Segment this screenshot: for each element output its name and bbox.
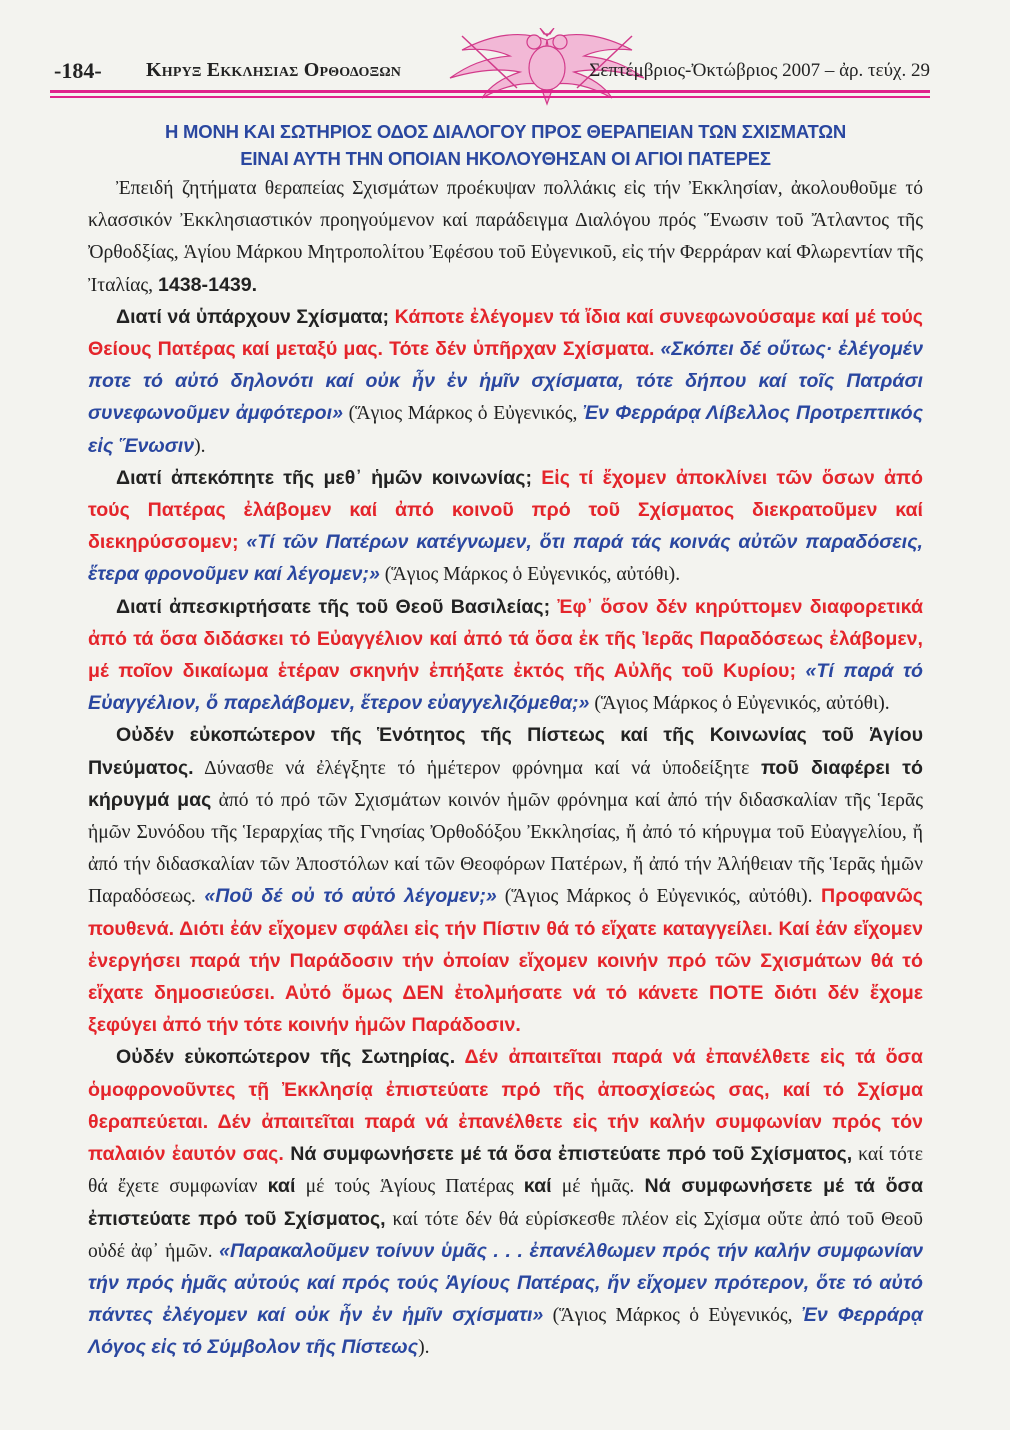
question-heading: Οὐδέν εὐκοπώτερον τῆς Ἑνότητος τῆς Πίστεως καί τῆς Κοινωνίας τοῦ Ἁγίου Πνεύματος.	[88, 724, 923, 779]
quote-text: «Τί τῶν Πατέρων κατέγνωμεν, ὅτι παρά τάς κοινάς αὐτῶν παραδόσεις, ἕτερα φρονοῦμεν καί λέγομεν;»	[88, 531, 923, 586]
red-text: Δέν ἀπαιτεῖται παρά νά ἐπανέλθετε εἰς τά ὅσα ὁμοφρονοῦντες τῇ Ἐκκλησίᾳ ἐπιστεύατε πρό τῆς ἀποσχίσεώς σας, καί τό Σχίσμα θεραπεύεται. Δέν ἀπαιτεῖται παρά νά ἐπανέλθετε εἰς τήν καλήν συμφωνίαν πρός τόν παλαιόν ἑαυτόν σας.	[88, 1046, 923, 1166]
article-title-line-1: Η ΜΟΝΗ ΚΑΙ ΣΩΤΗΡΙΟΣ ΟΔΟΣ ΔΙΑΛΟΓΟΥ ΠΡΟΣ ΘΕΡΑΠΕΙΑΝ ΤΩΝ ΣΧΙΣΜΑΤΩΝ	[164, 121, 847, 142]
red-text: Προφανῶς πουθενά. Διότι ἐάν εἴχομεν σφάλει εἰς τήν Πίστιν θά τό εἴχατε καταγγείλει. Καί ἐάν εἴχομεν ἐνεργήσει παρά τήν Παράδοσιν τήν ὁποίαν εἴχομεν κοινήν πρό τῶν Σχισμάτων θά τό εἴχατε δημοσιεύσει. Αὐτό ὅμως ΔΕΝ ἐτολμήσατε νά τό κάνετε ΠΟΤΕ διότι δέν ἔχομε ξεφύγει ἀπό τήν τότε κοινήν ἡμῶν Παράδοσιν.	[88, 885, 923, 1037]
article-body	[88, 118, 923, 1364]
body-text: καί τότε θά ἔχετε συμφωνίαν	[88, 1144, 923, 1198]
body-text: Δύνασθε νά ἐλέγξητε τό ἡμέτερον φρόνημα καί νά ὑποδείξητε	[193, 757, 761, 779]
issue-info: Σεπτέμβριος-Ὀκτώβριος 2007 – ἀρ. τεύχ. 29	[589, 60, 930, 81]
paragraph-communion	[88, 462, 923, 591]
bold-text: ποῦ διαφέρει τό κήρυγμά μας	[88, 756, 923, 811]
body-text: μέ ἡμᾶς.	[551, 1176, 645, 1198]
source-text: (Ἅγιος Μάρκος ὁ Εὐγενικός, αὐτόθι).	[379, 564, 681, 586]
intro-years: 1438-1439.	[157, 273, 258, 296]
header-rule-bottom	[50, 96, 930, 98]
intro-text: Ἐπειδή ζητήματα θεραπείας Σχισμάτων προέκυψαν πολλάκις εἰς τήν Ἐκκλησίαν, ἀκολουθοῦμε τό κλασσικόν Ἐκκλησιαστικόν προηγούμενον καί παράδειγμα Διαλόγου πρός Ἕνωσιν τοῦ Ἄτλαντος τῆς Ὀρθοδξίας, Ἁγίου Μάρκου Μητροπολίτου Ἐφέσου τοῦ Εὐγενικοῦ, εἰς τήν Φερράραν καί Φλωρεντίαν τῆς Ἰταλίας,	[88, 178, 923, 296]
page-number: -184-	[54, 58, 102, 83]
source-text: (Ἅγιος Μάρκος ὁ Εὐγενικός, αὐτόθι).	[496, 886, 813, 908]
red-text: Κάποτε ἐλέγομεν τά ἴδια καί συνεφωνούσαμε καί μέ τούς Θείους Πατέρας καί μεταξύ μας. Τότε δέν ὑπῆρχαν Σχίσματα.	[88, 305, 923, 361]
bold-text: καί	[523, 1175, 552, 1198]
question-heading: Οὐδέν εὐκοπώτερον τῆς Σωτηρίας.	[116, 1046, 456, 1069]
article-title	[88, 118, 923, 172]
header-rule-top	[50, 90, 930, 93]
source-text: (Ἅγιος Μάρκος ὁ Εὐγενικός,	[543, 1305, 802, 1327]
paragraph-unity	[88, 719, 923, 1041]
body-text: μέ τούς Ἁγίους Πατέρας	[295, 1176, 524, 1198]
paragraph-kingdom	[88, 591, 923, 720]
article-title-line-2: ΕΙΝΑΙ ΑΥΤΗ ΤΗΝ ΟΠΟΙΑΝ ΗΚΟΛΟΥΘΗΣΑΝ ΟΙ ΑΓΙΟΙ ΠΑΤΕΡΕΣ	[240, 148, 771, 169]
body-text: καί τότε δέν θά εὑρίσκεσθε πλέον εἰς Σχίσμα οὔτε ἀπό τοῦ Θεοῦ οὐδέ ἀφ᾽ ἡμῶν.	[88, 1208, 923, 1262]
body-text: ἀπό τό πρό τῶν Σχισμάτων κοινόν ἡμῶν φρόνημα καί ἀπό τήν διδασκαλίαν τῆς Ἱερᾶς ἡμῶν Συνόδου τῆς Ἱεραρχίας τῆς Γνησίας Ὀρθοδόξου Ἐκκλησίας, ἤ ἀπό τό κήρυγμα τοῦ Εὐαγγελίου, ἤ ἀπό τήν διδασκαλίαν τῶν Ἀποστόλων καί τῶν Θεοφόρων Πατέρων, ἤ ἀπό τήν Ἀλήθειαν τῆς Ἱερᾶς ἡμῶν Παραδόσεως.	[88, 789, 923, 908]
page-header	[50, 28, 930, 88]
source-end: ).	[418, 1337, 430, 1359]
paragraph-salvation	[88, 1041, 923, 1363]
source-text: (Ἅγιος Μάρκος ὁ Εὐγενικός,	[342, 403, 584, 425]
quote-text: «Τί παρά τό Εὐαγγέλιον, ὅ παρελάβομεν, ἕτερον εὐαγγελιζόμεθα;»	[88, 660, 923, 715]
question-heading: Διατί νά ὑπάρχουν Σχίσματα;	[116, 305, 390, 328]
bold-text: καί	[267, 1175, 296, 1198]
paragraph-intro	[88, 172, 923, 301]
paragraph-schisms	[88, 301, 923, 462]
source-title: Ἐν Φερράρᾳ Λόγος εἰς τό Σύμβολον τῆς Πίστεως	[88, 1304, 923, 1359]
bold-text: Νά συμφωνήσετε μέ τά ὅσα ἐπιστεύατε πρό τοῦ Σχίσματος,	[88, 1175, 924, 1230]
question-heading: Διατί ἀπεκόπητε τῆς μεθ᾽ ἡμῶν κοινωνίας;	[116, 466, 532, 489]
quote-text: «Σκόπει δέ οὕτως· ἐλέγομέν ποτε τό αὐτό δηλονότι καί οὐκ ἦν ἐν ἡμῖν σχίσματα, τότε δήπου καί τοῖς Πατράσι συνεφωνοῦμεν ἀμφότεροι»	[88, 338, 923, 425]
red-text: Ἐφ᾽ ὅσον δέν κηρύττομεν διαφορετικά ἀπό τά ὅσα διδάσκει τό Εὐαγγέλιον καί ἀπό τά ὅσα ἐκ τῆς Ἱερᾶς Παραδόσεως ἐλάβομεν, μέ ποῖον δικαίωμα ἑτέραν σκηνήν ἐπήξατε ἐκτός τῆς Αὐλῆς τοῦ Κυρίου;	[88, 595, 923, 683]
quote-text: «Παρακαλοῦμεν τοίνυν ὑμᾶς . . . ἐπανέλθωμεν πρός τήν καλήν συμφωνίαν τήν πρός ἡμᾶς αὐτούς καί πρός τούς Ἁγίους Πατέρας, ἥν εἴχομεν πρότερον, ὅτε τό αὐτό πάντες ἐλέγομεν καί οὐκ ἦν ἐν ἡμῖν σχίσματι»	[88, 1239, 924, 1327]
quote-text: «Ποῦ δέ οὐ τό αὐτό λέγομεν;»	[195, 885, 497, 908]
source-end: ).	[194, 435, 206, 457]
question-heading: Διατί ἀπεσκιρτήσατε τῆς τοῦ Θεοῦ Βασιλείας;	[116, 595, 551, 618]
red-text: Εἰς τί ἔχομεν ἀποκλίνει τῶν ὅσων ἀπό τούς Πατέρας ἐλάβομεν καί ἀπό κοινοῦ πρό τοῦ Σχίσματος διεκρατοῦμεν καί διεκηρύσσομεν;	[88, 466, 923, 554]
bold-text: Νά συμφωνήσετε μέ τά ὅσα ἐπιστεύατε πρό τοῦ Σχίσματος,	[283, 1143, 853, 1166]
magazine-title: Κηρυξ Εκκλησιας Ορθοδοξων	[146, 59, 402, 81]
source-text: (Ἅγιος Μάρκος ὁ Εὐγενικός, αὐτόθι).	[589, 693, 890, 715]
source-title: Ἐν Φερράρᾳ Λίβελλος Προτρεπτικός εἰς Ἕνωσιν	[88, 402, 923, 457]
